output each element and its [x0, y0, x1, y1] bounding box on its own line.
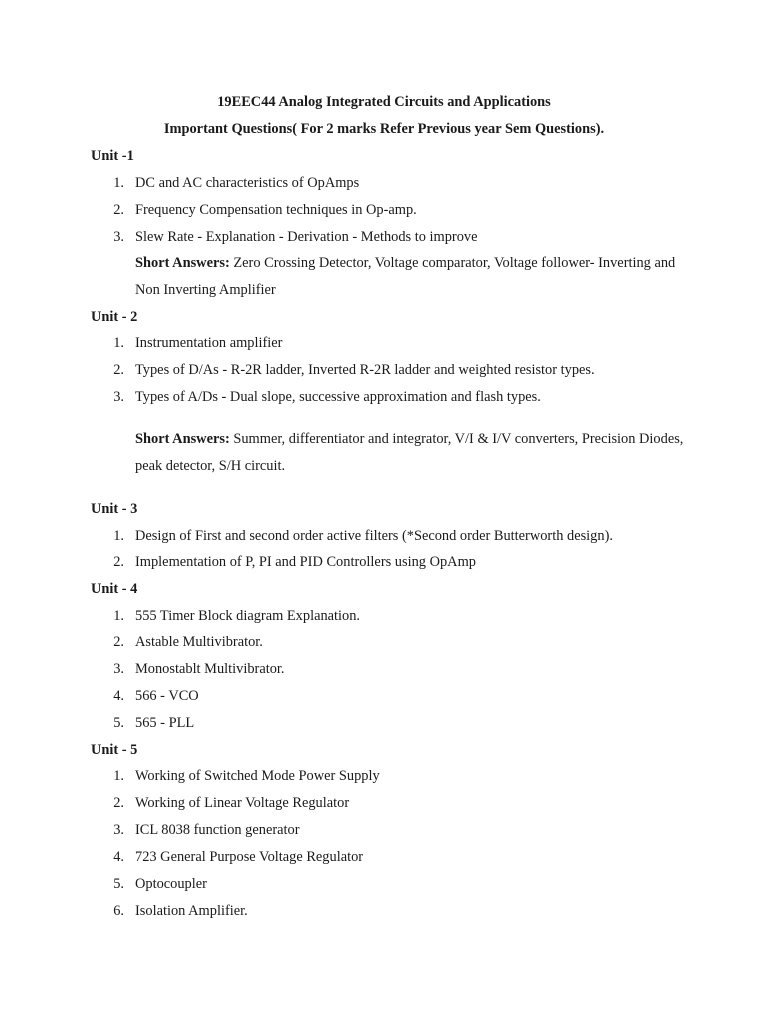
- list-item-number: 1.: [113, 768, 124, 784]
- list-item-text: Working of Linear Voltage Regulator: [135, 795, 350, 811]
- unit-4-heading: Unit - 4: [91, 581, 138, 597]
- unit-1-heading: Unit -1: [91, 148, 134, 164]
- list-item-text: Types of A/Ds - Dual slope, successive approximation and flash types.: [135, 389, 541, 405]
- document-subtitle: Important Questions( For 2 marks Refer Previous year Sem Questions).: [163, 121, 605, 137]
- list-item-number: 3.: [113, 661, 124, 677]
- list-item-number: 6.: [113, 903, 124, 919]
- list-item-number: 3.: [113, 389, 124, 405]
- list-item-text: Types of D/As - R-2R ladder, Inverted R-2R ladder and weighted resistor types.: [135, 362, 595, 378]
- list-item-text: Design of First and second order active filters (*Second order Butterworth design).: [135, 528, 613, 544]
- list-item-text: 565 - PLL: [135, 715, 195, 731]
- document-title: 19EEC44 Analog Integrated Circuits and Applications: [217, 94, 551, 110]
- list-item-text: Isolation Amplifier.: [135, 903, 248, 919]
- list-item-text: Astable Multivibrator.: [135, 634, 263, 650]
- unit-2-heading: Unit - 2: [91, 309, 138, 325]
- list-item-text: 566 - VCO: [135, 688, 199, 704]
- list-item-number: 5.: [113, 715, 124, 731]
- list-item-text: 555 Timer Block diagram Explanation.: [135, 608, 361, 624]
- list-item-number: 4.: [113, 688, 124, 704]
- list-item-number: 1.: [113, 528, 124, 544]
- short-answers-label: Short Answers:: [135, 431, 230, 447]
- list-item-number: 2.: [113, 554, 124, 570]
- list-item-number: 2.: [113, 634, 124, 650]
- list-item-text: 723 General Purpose Voltage Regulator: [135, 849, 364, 865]
- list-item-text: Monostablt Multivibrator.: [135, 661, 285, 677]
- list-item-number: 4.: [113, 849, 124, 865]
- unit-3-heading: Unit - 3: [91, 501, 138, 517]
- short-answers-unit-1: [135, 250, 695, 304]
- list-item-number: 2.: [113, 362, 124, 378]
- list-item-text: Slew Rate - Explanation - Derivation - Methods to improve: [135, 229, 478, 245]
- list-item-number: 5.: [113, 876, 124, 892]
- list-item-text: Working of Switched Mode Power Supply: [135, 768, 380, 784]
- list-item-text: DC and AC characteristics of OpAmps: [135, 175, 360, 191]
- list-item-text: Optocoupler: [135, 876, 207, 892]
- list-item-number: 1.: [113, 608, 124, 624]
- list-item-text: Instrumentation amplifier: [135, 335, 283, 351]
- list-item-number: 3.: [113, 229, 124, 245]
- unit-5-heading: Unit - 5: [91, 742, 138, 758]
- list-item-number: 3.: [113, 822, 124, 838]
- list-item-number: 1.: [113, 335, 124, 351]
- list-item-text: Implementation of P, PI and PID Controllers using OpAmp: [135, 554, 476, 570]
- short-answers-text: Summer, differentiator and integrator, V/I & I/V converters, Precision Diodes, peak detector, S/H circuit.: [135, 431, 684, 474]
- list-item-number: 1.: [113, 175, 124, 191]
- short-answers-unit-2: [135, 426, 695, 480]
- short-answers-label: Short Answers:: [135, 255, 230, 271]
- list-item-number: 2.: [113, 795, 124, 811]
- list-item-text: Frequency Compensation techniques in Op-amp.: [135, 202, 417, 218]
- list-item-number: 2.: [113, 202, 124, 218]
- short-answers-text: Zero Crossing Detector, Voltage comparator, Voltage follower- Inverting and Non Inverting Amplifier: [135, 255, 676, 298]
- list-item-text: ICL 8038 function generator: [135, 822, 300, 838]
